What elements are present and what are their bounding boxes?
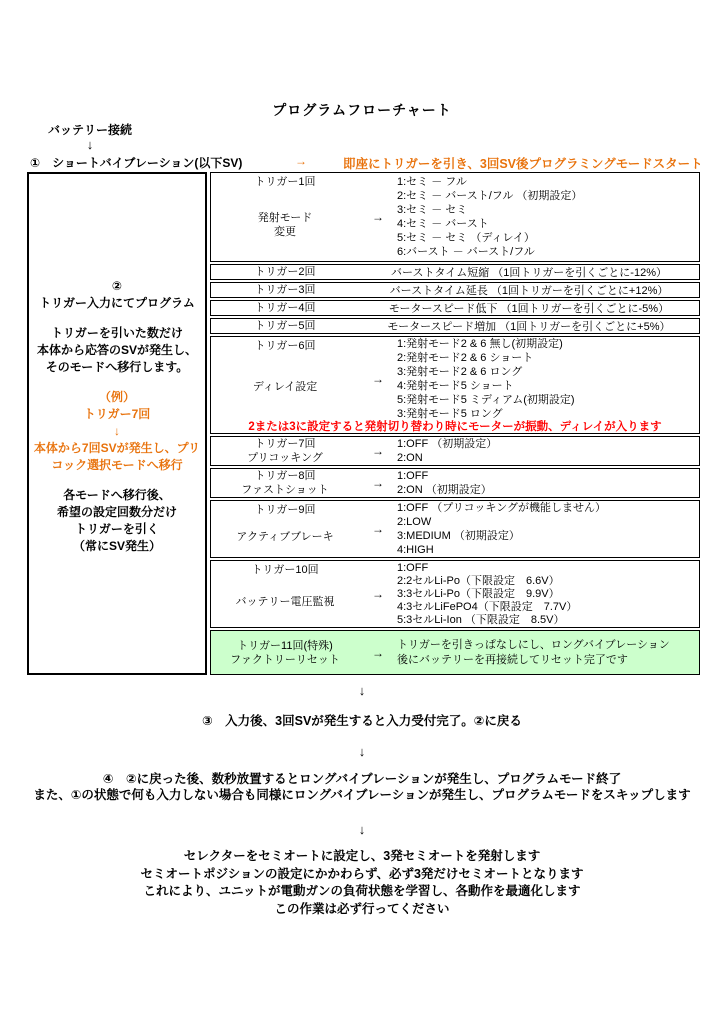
option-line: 1:セミ － フル xyxy=(397,176,467,188)
final-line: セミオートポジションの設定にかかわらず、必ず3発だけセミオートとなります xyxy=(140,866,584,881)
down-arrow-icon: ↓ xyxy=(358,683,366,698)
down-arrow-icon: ↓ xyxy=(114,424,120,438)
option-line: 1:発射モード2 & 6 無し(初期設定) xyxy=(397,338,563,350)
options-list xyxy=(397,469,699,497)
battery-connect-label: バッテリー接続 xyxy=(48,123,133,137)
mode-name xyxy=(211,517,359,557)
program-mode-table xyxy=(210,172,700,675)
trigger-count-label: トリガー11回(特殊) xyxy=(237,639,333,652)
option-line: 5:セミ － セミ （ディレイ） xyxy=(397,232,535,244)
table-row-trigger10 xyxy=(210,560,700,628)
row-label-cell xyxy=(211,173,359,261)
final-line: この作業は必ず行ってください xyxy=(274,901,450,916)
row-label-cell xyxy=(211,337,359,421)
option-line: 1:OFF xyxy=(397,470,429,482)
trigger-count-label: トリガー5回 xyxy=(254,320,316,332)
row-label-cell xyxy=(211,501,359,557)
step1-note: 即座にトリガーを引き、3回SV後プログラミングモードスタート xyxy=(343,157,703,171)
final-line: これにより、ユニットが電動ガンの負荷状態を学習し、各動作を最適化します xyxy=(143,884,581,898)
program-input-panel xyxy=(27,172,207,675)
row-label-cell xyxy=(211,437,359,465)
row-label-cell xyxy=(211,631,359,674)
trigger-count-label: トリガー3回 xyxy=(254,284,316,296)
left-panel-footer xyxy=(29,487,205,555)
step3-text: ③ 入力後、3回SVが発生すると入力受付完了。②に戻る xyxy=(202,714,522,728)
option-line: 3:3セルLi-Po（下限設定 9.9V） xyxy=(397,587,560,600)
right-arrow-icon: → xyxy=(372,587,384,601)
example-line: （例） xyxy=(98,390,135,404)
options-list xyxy=(397,501,699,557)
option-line: トリガーを引きっぱなしにし、ロングバイブレーション xyxy=(397,638,670,651)
trigger-count-label: トリガー7回 xyxy=(254,438,316,450)
mode-name-line: バッテリー電圧監視 xyxy=(235,596,335,608)
option-line: 1:OFF （初期設定） xyxy=(397,438,498,450)
trigger-count-label: トリガー4回 xyxy=(254,302,316,314)
left-panel-body xyxy=(29,325,205,376)
option-line: 4:HIGH xyxy=(397,544,434,556)
trigger-count-label: トリガー10回 xyxy=(251,564,319,576)
trigger-count-label: トリガー1回 xyxy=(254,176,316,188)
down-arrow-icon: ↓ xyxy=(86,137,94,152)
option-line: 4:発射モード5 ショート xyxy=(397,380,514,392)
step4-line: ④ ②に戻った後、数秒放置するとロングバイブレーションが発生し、プログラムモード終了 xyxy=(102,772,622,786)
footer-line: 各モードへ移行後、 xyxy=(63,488,171,502)
body-line: そのモードへ移行します。 xyxy=(45,360,189,374)
table-row-trigger2 xyxy=(210,264,700,280)
down-arrow-icon: ↓ xyxy=(358,744,366,759)
right-arrow-icon: → xyxy=(372,210,384,224)
option-line: 2:ON xyxy=(397,452,423,464)
mode-name-line: ディレイ設定 xyxy=(252,381,318,393)
body-line: 本体から応答のSVが発生し、 xyxy=(36,343,197,357)
option-line: 1:OFF xyxy=(397,561,429,574)
row-label-cell xyxy=(211,469,359,497)
footer-line: 希望の設定回数分だけ xyxy=(56,505,177,519)
right-arrow-icon: → xyxy=(372,522,384,536)
right-arrow-icon: → xyxy=(372,645,384,660)
option-line: 6:バースト － バースト/フル xyxy=(397,246,535,258)
options-list xyxy=(397,337,699,421)
table-row-trigger7 xyxy=(210,436,700,466)
trigger-count-label: トリガー9回 xyxy=(254,504,316,516)
row-label-cell xyxy=(211,561,359,627)
left-panel-heading xyxy=(29,278,205,312)
table-row-trigger8 xyxy=(210,468,700,498)
step1-label: ① ショートバイブレーション(以下SV) xyxy=(30,156,243,170)
mode-name-line: ファストショット xyxy=(241,484,329,496)
mode-name xyxy=(211,189,359,261)
example-line: コック選択モードへ移行 xyxy=(51,458,183,472)
mode-name xyxy=(211,577,359,627)
options-list xyxy=(397,437,699,465)
example-line: 本体から7回SVが発生し、プリ xyxy=(33,441,201,455)
option-line: 4:セミ － バースト xyxy=(397,218,489,230)
trigger-count-label: トリガー8回 xyxy=(254,470,316,482)
step2-number: ② xyxy=(111,279,123,293)
row-description: バーストタイム延長 （1回トリガーを引くごとに+12%） xyxy=(389,285,669,297)
right-arrow-icon: → xyxy=(372,372,384,386)
table-row-trigger1 xyxy=(210,172,700,262)
table-row-trigger11-factory-reset xyxy=(210,630,700,675)
row-description: バーストタイム短縮 （1回トリガーを引くごとに-12%） xyxy=(391,267,667,279)
table-row-trigger6 xyxy=(210,336,700,434)
table-row-trigger5 xyxy=(210,318,700,334)
mode-name-line: プリコッキング xyxy=(247,452,323,464)
table-row-trigger4 xyxy=(210,300,700,316)
footer-line: （常にSV発生） xyxy=(72,539,161,553)
option-line: 2:セミ － バースト/フル （初期設定） xyxy=(397,190,583,202)
mode-name-line: 発射モード xyxy=(257,212,313,224)
option-line: 2:ON （初期設定） xyxy=(397,484,492,496)
options-list xyxy=(397,631,699,674)
option-line: 3:MEDIUM （初期設定） xyxy=(397,530,520,542)
trigger-count-label: トリガー6回 xyxy=(254,340,316,352)
step4-text xyxy=(0,771,724,803)
right-arrow-icon: → xyxy=(295,154,307,168)
mode-name-line: 変更 xyxy=(274,226,296,238)
mode-name-line: ファクトリーリセット xyxy=(230,653,340,666)
down-arrow-icon: ↓ xyxy=(358,822,366,837)
table-row-trigger9 xyxy=(210,500,700,558)
step2-title: トリガー入力にてプログラム xyxy=(39,296,195,310)
table-row-trigger3 xyxy=(210,282,700,298)
example-line: トリガー7回 xyxy=(83,407,151,421)
option-line: 3:セミ － セミ xyxy=(397,204,468,216)
option-line: 5:発射モード5 ミディアム(初期設定) xyxy=(397,394,575,406)
mode-name-line: アクティブブレーキ xyxy=(236,531,334,543)
body-line: トリガーを引いた数だけ xyxy=(51,326,183,340)
option-line: 3:発射モード5 ロング xyxy=(397,408,503,420)
row-description: モータースピード低下 （1回トリガーを引くごとに-5%） xyxy=(388,303,670,315)
option-line: 1:OFF （プリコッキングが機能しません） xyxy=(397,502,607,514)
row-description: モータースピード増加 （1回トリガーを引くごとに+5%） xyxy=(387,321,671,333)
option-line: 5:3セルLi-Ion （下限設定 8.5V） xyxy=(397,613,565,626)
right-arrow-icon: → xyxy=(372,444,384,458)
options-list xyxy=(397,561,699,627)
option-line: 後にバッテリーを再接続してリセット完了です xyxy=(397,653,628,666)
option-line: 4:3セルLiFePO4（下限設定 7.7V） xyxy=(397,600,578,613)
options-list xyxy=(397,173,699,261)
row-main xyxy=(211,337,699,421)
option-line: 2:LOW xyxy=(397,516,432,528)
trigger-count-label: トリガー2回 xyxy=(254,266,316,278)
delay-warning-note: 2または3に設定すると発射切り替わり時にモーターが振動、ディレイが入ります xyxy=(248,421,662,433)
left-panel-example xyxy=(29,389,205,474)
option-line: 2:発射モード2 & 6 ショート xyxy=(397,352,534,364)
page-title: プログラムフローチャート xyxy=(272,102,452,118)
option-line: 2:2セルLi-Po（下限設定 6.6V） xyxy=(397,574,560,587)
calibration-instructions xyxy=(0,848,724,918)
final-line: セレクターをセミオートに設定し、3発セミオートを発射します xyxy=(183,849,541,863)
option-line: 3:発射モード2 & 6 ロング xyxy=(397,366,523,378)
right-arrow-icon: → xyxy=(372,476,384,490)
footer-line: トリガーを引く xyxy=(75,522,159,536)
step4-line: また、①の状態で何も入力しない場合も同様にロングバイブレーションが発生し、プログラムモードをスキップします xyxy=(33,788,691,802)
mode-name xyxy=(211,353,359,421)
